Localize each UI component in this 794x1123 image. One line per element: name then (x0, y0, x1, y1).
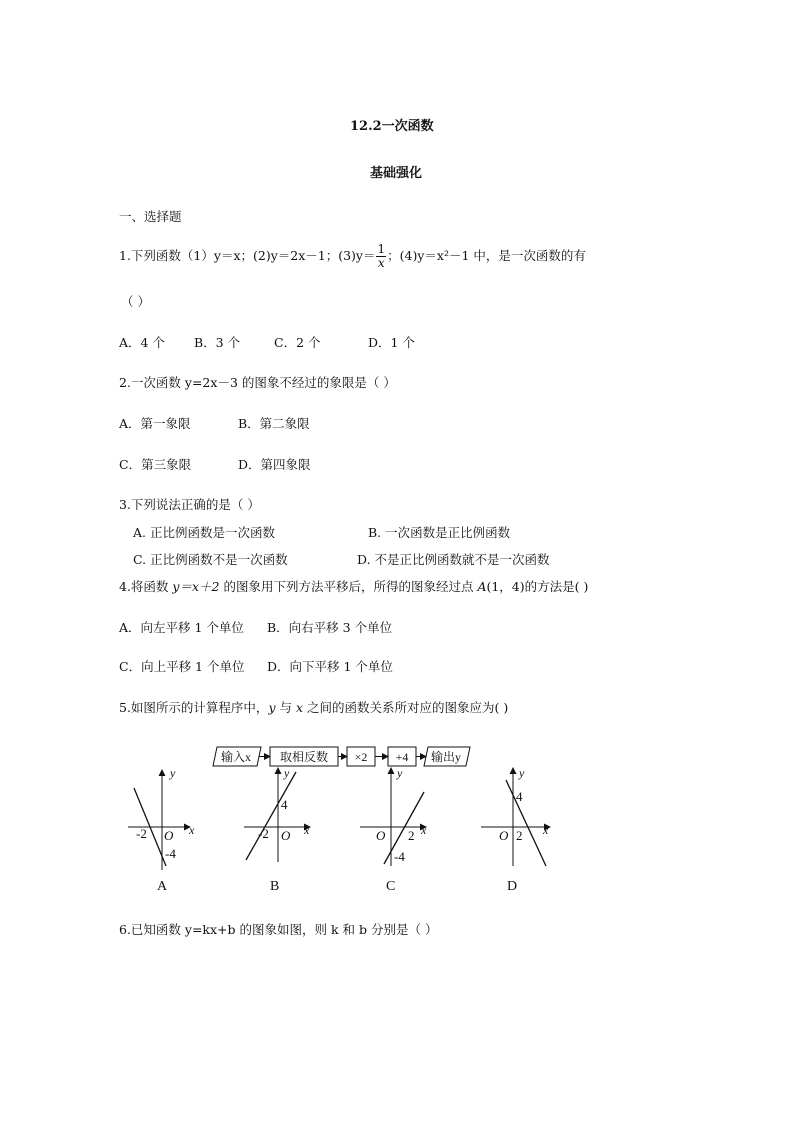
section-heading: 一、选择题 (119, 209, 182, 224)
graph-b-y-intercept: 4 (281, 797, 288, 812)
graph-c-x-label: x (421, 823, 427, 837)
graph-c-y-intercept: -4 (394, 849, 405, 864)
q4-stem-part3: 的图象用下列方法平移后，所得的图象经过点 (219, 579, 478, 594)
q1-fraction-denominator: x (377, 256, 385, 270)
graph-b-origin: O (281, 828, 291, 843)
question-3-stem: 3.下列说法正确的是（ ） (119, 497, 260, 512)
graph-c-origin: O (376, 828, 386, 843)
graph-b-y-label: y (284, 766, 290, 780)
graph-c-x-intercept: 2 (408, 828, 415, 843)
q4-point-name: A (477, 579, 487, 594)
graph-a-caption: A (157, 879, 168, 894)
page-subtitle: 基础强化 (370, 166, 423, 181)
graph-a-y-intercept: -4 (165, 846, 176, 861)
q1-option-c: C．2 个 (274, 335, 321, 350)
graph-d-line (506, 780, 546, 866)
flow-output-label: 输出y (430, 750, 462, 764)
q4-stem-part1: 4.将函数 (119, 579, 173, 594)
q4-option-c: C．向上平移 1 个单位 (119, 659, 245, 674)
graph-a-x-label: x (189, 823, 195, 837)
q5-stem-part5: 之间的函数关系所对应的图象应为( ) (303, 700, 509, 715)
graph-d-x-label: x (543, 823, 549, 837)
page-title: 12.2一次函数 (350, 119, 434, 134)
q2-option-d: D．第四象限 (238, 457, 311, 472)
q1-option-d: D．1 个 (368, 335, 415, 350)
q4-function-expr: y＝x＋2 (172, 579, 220, 594)
graph-c-y-label: y (397, 766, 403, 780)
q2-option-a: A．第一象限 (119, 416, 191, 431)
flow-plus4-label: +4 (395, 750, 409, 764)
graph-d-origin: O (499, 828, 509, 843)
question-6-stem: 6.已知函数 y=kx+b 的图象如图，则 k 和 b 分别是（ ） (119, 922, 438, 937)
q1-fraction-numerator: 1 (377, 242, 386, 256)
q5-var-x: x (295, 700, 304, 715)
flow-negate-label: 取相反数 (279, 750, 329, 764)
q1-prefix: 1.下列函数（1）y＝x；(2)y＝2x－1；(3)y＝ (119, 248, 376, 263)
graph-b (244, 766, 310, 894)
q3-option-b: B. 一次函数是正比例函数 (368, 525, 511, 540)
q4-option-b: B．向右平移 3 个单位 (267, 620, 393, 635)
q3-option-c: C. 正比例函数不是一次函数 (133, 552, 288, 567)
flow-times2-label: ×2 (354, 750, 368, 764)
graph-d-y-intercept: 4 (516, 789, 523, 804)
q3-option-a: A. 正比例函数是一次函数 (133, 525, 275, 540)
graph-b-caption: B (270, 879, 280, 894)
question-2-stem: 2.一次函数 y=2x－3 的图象不经过的象限是（ ） (119, 375, 396, 390)
graph-b-line (246, 772, 296, 860)
graph-c-caption: C (386, 879, 396, 894)
q2-option-b: B．第二象限 (238, 416, 310, 431)
graph-d-y-label: y (519, 766, 525, 780)
graph-b-x-intercept: -2 (258, 826, 269, 841)
q1-suffix: ；(4)y＝x²－1 中，是一次函数的有 (387, 248, 586, 263)
q1-option-a: A．4 个 (119, 335, 165, 350)
q5-stem-part3: 与 (275, 700, 296, 715)
graph-c (360, 766, 427, 894)
graph-b-x-label: x (304, 823, 310, 837)
q1-answer-paren: （ ） (121, 294, 150, 309)
q4-option-a: A．向左平移 1 个单位 (119, 620, 244, 635)
graph-d-x-intercept: 2 (516, 828, 523, 843)
q4-stem-part5: (1，4)的方法是( ) (486, 579, 589, 594)
graph-a-origin: O (164, 828, 174, 843)
q4-option-d: D．向下平移 1 个单位 (267, 659, 393, 674)
q2-option-c: C．第三象限 (119, 457, 192, 472)
graph-a-x-intercept: -2 (136, 826, 147, 841)
flow-input-label: 输入x (220, 750, 252, 764)
q3-option-d: D. 不是正比例函数就不是一次函数 (357, 552, 550, 567)
graph-a-y-label: y (170, 766, 176, 780)
graph-a (128, 766, 195, 894)
graph-d (481, 766, 550, 894)
q1-option-b: B．3 个 (194, 335, 241, 350)
q5-stem-part1: 5.如图所示的计算程序中， (119, 700, 269, 715)
q5-var-y: y (268, 700, 276, 715)
graph-d-caption: D (507, 879, 518, 894)
